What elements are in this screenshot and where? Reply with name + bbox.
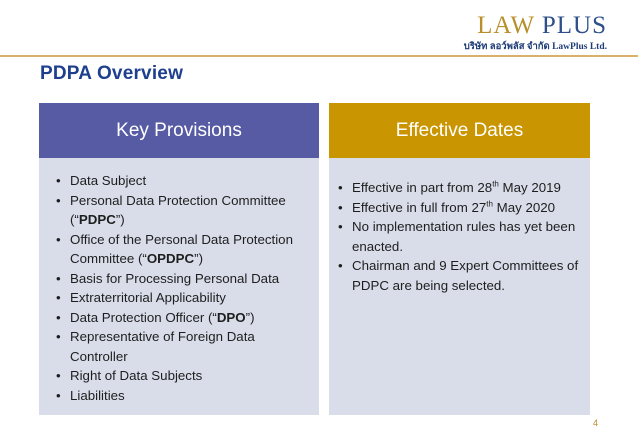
bullet-item: • Data Subject: [50, 171, 313, 191]
ordinal-suffix: th: [492, 179, 499, 189]
key-provisions-panel: [39, 103, 319, 415]
bullet-abbreviation: OPDPC: [146, 251, 195, 266]
header-divider: [0, 55, 638, 57]
key-provisions-list: [50, 171, 313, 405]
bullet-item: • Chairman and 9 Expert Committees of PDPC are being selected.: [332, 256, 584, 295]
bullet-text: ”): [194, 251, 203, 266]
bullet-text: May 2020: [492, 199, 556, 215]
lawplus-logo: [447, 12, 607, 52]
bullet-item: • Representative of Foreign Data Controller: [50, 327, 313, 366]
bullet-abbreviation: PDPC: [78, 212, 116, 227]
ordinal-suffix: th: [486, 199, 493, 209]
page-title: PDPA Overview: [40, 63, 184, 84]
bullet-item: [50, 230, 313, 269]
effective-dates-body: [329, 158, 590, 415]
bullet-item: [50, 191, 313, 230]
bullet-text: Office of the Personal Data Protection Committee (“: [70, 231, 293, 266]
page-number: 4: [593, 418, 599, 428]
bullet-text: Effective in full from 27: [352, 199, 487, 215]
effective-dates-panel: [329, 103, 590, 415]
bullet-text: Personal Data Protection Committee (“: [70, 192, 286, 227]
bullet-item: • Basis for Processing Personal Data: [50, 269, 313, 289]
bullet-text: Effective in part from 28: [352, 180, 493, 195]
bullet-item: • No implementation rules has yet been enacted.: [332, 217, 584, 256]
logo-plus: PLUS: [541, 12, 607, 39]
bullet-text: ”): [115, 212, 125, 227]
logo-wordmark: [477, 12, 607, 40]
key-provisions-body: [39, 158, 319, 415]
key-provisions-heading: Key Provisions: [39, 103, 319, 158]
bullet-text: May 2019: [498, 180, 561, 195]
bullet-item: • Liabilities: [50, 386, 313, 406]
bullet-item: • Right of Data Subjects: [50, 366, 313, 386]
effective-dates-heading: Effective Dates: [329, 103, 590, 158]
bullet-abbreviation: DPO: [216, 309, 246, 325]
bullet-text: Data Protection Officer (“: [70, 309, 217, 325]
logo-law: LAW: [477, 12, 535, 39]
logo-subtitle: บริษัท ลอว์พลัส จำกัด LawPlus Ltd.: [463, 42, 607, 52]
bullet-item: [332, 198, 584, 218]
bullet-text: ”): [245, 309, 255, 325]
bullet-item: [332, 178, 584, 198]
effective-dates-list: [332, 178, 584, 295]
bullet-item: [50, 308, 313, 328]
bullet-item: • Extraterritorial Applicability: [50, 288, 313, 308]
